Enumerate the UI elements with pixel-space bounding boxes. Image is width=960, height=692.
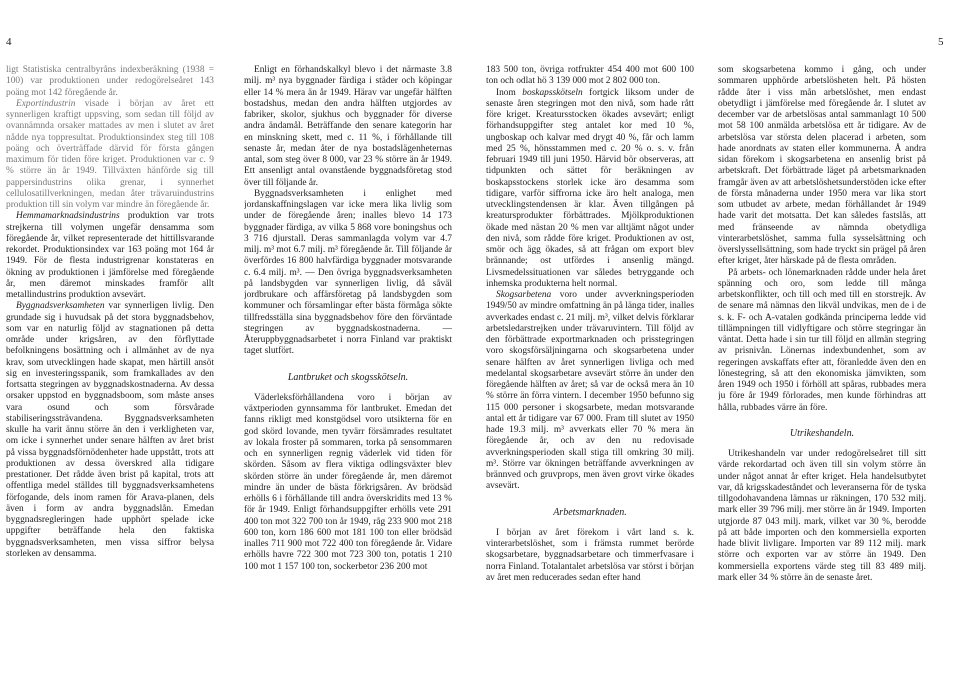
paragraph: [6, 99, 214, 212]
paragraph: Byggnadsverksamheten i enlighet med jordanskaffningslagen var icke mera lika livlig som under de föregående åren; inalles blevo 14 173 byggnader färdiga, av vilka 5 868 vore boningshus och 3 716 djurstall. Deras sammanlagda volym var 4.7 milj. m³ mot 6.7 milj. m³ föregående år. Till följande år överfördes 16 800 halvfärdiga byggnader motsvarande c. 6.4 milj. m³. — Den övriga byggnadsverksamheten på landsbygden var synnerligen livlig, då såväl jordbrukare och affärsföretag på landsbygden som kommuner och församlingar efter bästa förmåga sökte tillfredsställa sina byggnadsbehov före den förväntade stegringen av byggnadskostnaderna. — Återuppbyggnadsarbetet i norra Finland var praktiskt taget slutfört.: [244, 188, 452, 357]
paragraph-body: fortgick liksom under de senaste åren stegringen mot den nivå, som hade rått före kriget. Kreatursstocken ökades avsevärt; enligt förhandsuppgifter steg antalet kor med 10 %, ungboskap och kalvar med drygt 40 %, får och lamm med 25 %, hönsstammen med c. 20 % o. s. v. från februari 1949 till juni 1950. Härvid bör observeras, att tidpunkten och sättet för beräkningen av boskapsstockens storlek icke äro desamma som tidigare, varför siffrorna icke äro helt analoga, men utvecklingstendensen är klar. Även tillgången på kreatursprodukter förbättrades. Mjölkproduktionen ökade med nästan 20 % men var alltjämt något under den nivå, som rådde före kriget. Produktionen av ost, smör och ägg ökades, så att frågan om export blev brännande; ost utfördes i ansenlig mängd. Livsmedelssituationen var således betryggande och inhemska produkterna helt normal.: [486, 87, 694, 289]
paragraph-lead: Hemmamarknadsindustrins: [16, 211, 120, 222]
paragraph-keyword: boskapsskötseln: [522, 87, 583, 98]
section-heading: Lantbruket och skogsskötseln.: [287, 371, 409, 383]
paragraph-body: visade i början av året ett synnerligen kraftigt uppsving, som sedan till följd av ovannämnda orsaker mattades av men i slutet av året nådde nya toppresultat. Produktionsindex steg till 108 poäng och överträffade därvid för första gången maximum för tiden före kriget. Produktionen var c. 9 % större än år 1949. Tillväxten hänförde sig till pappersindustrins olika grenar, i synnerhet cellulosatillverkningen, medan åter trävaruindustrins produktion till sin volym var mindre än föregående år.: [6, 98, 214, 210]
paragraph: som skogsarbetena kommo i gång, och under sommaren upphörde arbetslösheten helt. På hösten rådde åter i viss mån arbetslöshet, men endast obetydligt i jämförelse med föregående år. I slutet av december var de arbetslösas antal sammanlagt 10 500 mot 58 100 anmälda arbetslösa ett år tidigare. Av de arbetslösa var största delen placerad i arbeten, som hade anordnats av staten eller kommunerna. Å andra sidan förekom i skogsarbetena en ansenlig brist på arbetskraft. Det förbättrade läget på arbetsmarknaden framgår även av att arbetslöshetsunderstöden icke efter de första månaderna under 1950 mera var lika stort som utbudet av arbete, medan förhållandet år 1949 hade varit det motsatta. Det kan således fastslås, att med fränseende av nämnda obetydliga vinterarbetslöshet, samma fulla sysselsättning och överslyssellsättning, som hade tryckt sin prägel på åren efter kriget, åter härskade på de flesta områden.: [718, 65, 926, 267]
paragraph-body: produktion var trots strejkerna till volymen ungefär densamma som föregående år, vilket representerade det hittillsvarande rekordet. Produktionsindex var 163 poäng mot 164 år 1949. För de flesta industrigrenar konstateras en ökning av produktionen i jämförelse med föregående år, men däremot minskades framför allt metallindustrins produktion avsevärt.: [6, 211, 214, 300]
paragraph-lead: Inom: [496, 87, 516, 98]
paragraph: Utrikeshandeln var under redogörelseåret till sitt värde rekordartad och även till sin volym större än under något annat år efter kriget. Hela handelsutbytet var, då krigsskadeståndet och leveranserna för de tyska tillgodohavandena lämnas ur räkningen, 170 532 milj. mark eller 39 796 milj. mer större än år 1949. Importen utgjorde 87 043 milj. mark, vilket var 30 %, berodde på att både importen och den kommersiella exporten hade blivit livligare. Importen var 89 112 milj. mark större och exporten var av större än 1949. Den kommersiella exportens värde steg till 83 489 milj. mark eller 34 % större än de senaste året.: [718, 449, 926, 583]
section-heading: Utrikeshandeln.: [789, 427, 855, 439]
paragraph: I början av året förekom i vårt land s. k. vinterarbetslöshet, som i främsta rummet berörde skogsarbetare, byggnadsarbetare och timmerfvasare i norra Finland. Totalantalet arbetslösa var störst i början av året men reducerades sedan efter hand: [486, 527, 694, 583]
text-column-2: [244, 65, 452, 573]
page-number-left: 4: [6, 36, 12, 48]
paragraph-lead: Skogsarbetena: [496, 290, 552, 300]
paragraph: [6, 211, 214, 301]
text-column-3: [486, 65, 694, 584]
paragraph: ligt Statistiska centralbyråns indexberäkning (1938 = 100) var produktionen under redogörelseåret 143 poäng mot 142 föregående år.: [6, 65, 214, 98]
text-column-1: [6, 65, 214, 560]
paragraph-body: voro under avverkningsperioden 1949/50 av mindre omfattning än på länga tider, inalles avverkades endast c. 21 milj. m³, vilket delvis förklarar arbetsledarstrejken under trävaruvintern. Till följd av den förbättrade exportmarknaden och prisstegringen voro skogsförsäljningarna och skogsarbetena under senare hälften av året synnerligen livliga och med medelantal skogsarbetare avsevärt större än under den föregående hälften av året; så var de också mera än 10 % större än förra vintern. I december 1950 befunno sig 115 000 personer i skogsarbete, medan motsvarande antal ett år tidigare var 67 000. Fram till slutet av 1950 hade 19.3 milj. m³ avverkats eller 70 % mera än föregående år, och av den nu redovisade avverkningsperioden skall stiga till omkring 30 milj. m³. Större var ökningen beträffande avverkningen av brännved och gruvprops, men även grovt virke ökades avsevärt.: [486, 290, 694, 492]
page-number-right: 5: [938, 36, 944, 48]
paragraph: På arbets- och lönemarknaden rådde under hela året spänning och oro, som ledde till många arbetskonflikter, och till och med till en storstrejk. Av de senare må nämnas den likväl undvikas, men de i de s. k. F- och A-vatalen godkända principerna ledde vid tillämpningen till vidlyftigare och större stegringar än väntat. Detta hade i sin tur till följd en allmän stegring av prisnivån. Lönernas indexbundenhet, som av regeringen avskaffats efter att, föranledde även den en lönestegring, så att den ekonomiska jämvikten, som åren 1949 och 1950 i förhöll att spåras, rubbades mera ju före år 1949 förlorades, men kunde förhindras att hålla, rubbades värre än före.: [718, 267, 926, 413]
paragraph: [486, 88, 694, 291]
paragraph-lead: Byggnadsverksamheten: [16, 301, 105, 312]
paragraph: [486, 290, 694, 493]
section-heading: Arbetsmarknaden.: [553, 506, 627, 518]
paragraph: 183 500 ton, övriga rotfrukter 454 400 mot 600 100 ton och odlat hö 3 139 000 mot 2 802 000 ton.: [486, 65, 694, 87]
paragraph: Enligt en förhandskalkyl blevo i det närmaste 3.8 milj. m³ nya byggnader färdiga i städer och köpingar eller 14 % mera än år 1949. Härav var ungefär hälften bostadshus, medan den andra hälften utgjordes av fabriker, skolor, sjukhus och byggnader för diverse andra ändamål. Beträffande den senare kategorin har en minskning skett, med c. 11 %, i förhållande till senaste år, medan åter de nya bostadslägenheternas antal, som steg över 8 000, var 23 % större än år 1949. Ett ansenligt antal ovanstående byggnadsföretag stod över till följande år.: [244, 65, 452, 188]
paragraph-lead: Exportindustrin: [16, 98, 76, 109]
paragraph-body: var synnerligen livlig. Den grundade sig i huvudsak på det stora byggnadsbehov, som var en naturlig följd av stagnationen på detta område under krigsåren, av den förflyttade befolkningens bosättning och i allmänhet av de nya krav, som utvecklingen hade skapat, men härtill ansöt sig en investeringsspanik, som framkallades av den fortsatta stegringen av byggnadskostnaderna. Av dessa orsaker uppstod en byggnadsboom, som måste anses vara osund och som försvårade stabiliseringssträvandena. Byggnadsverksamheten skulle ha varit ännu större än den i verkligheten var, om icke i synnerhet under senare hälften av året brist på vissa byggnadsförnödenheter hade uppstått, trots att produktionen av dessa överskred alla tidigare prestationer. Det rådde även brist på kapital, trots att offentliga medel ställdes till byggnadsverksamhetens förfogande, dels inom ramen för Arava-planen, dels även i form av andra byggnadslån. Emedan byggnadsregleringen hade upphört spelade icke uppgifter beträffande hela den faktiska byggnadsverksamheten, men vissa siffror belysa storleken av densamma.: [6, 301, 214, 559]
text-column-4: [718, 65, 926, 584]
paragraph: [6, 301, 214, 560]
paragraph: Väderleksförhållandena voro i början av växtperioden gynnsamma för lantbruket. Emedan det fanns rikligt med konstgödsel voro utsikterna för en god skörd lovande, men tyvärr försämrades resultatet av lokala froster på sommaren, torka på sensommaren och en synnerligen regnig väderlek vid tiden för skörden. Såsom av flera viktiga odlingsväxter blev skörden större än under föregående år, men däremot mindre än under de bästa förkrigsåren. Av brödsäd erhölls 6 i förhållande till andra överskridits med 13 % för år 1949. Enligt förhandsuppgifter erhölls vete 291 400 ton mot 322 700 ton år 1949, råg 233 900 mot 218 600 ton, korn 186 600 mot 181 100 ton eller brödsäd inalles 711 900 mot 722 400 ton föregående år. Vidare erhölls havre 722 300 mot 723 300 ton, potatis 1 210 100 mot 1 157 100 ton, sockerbetor 236 200 mot: [244, 392, 452, 572]
